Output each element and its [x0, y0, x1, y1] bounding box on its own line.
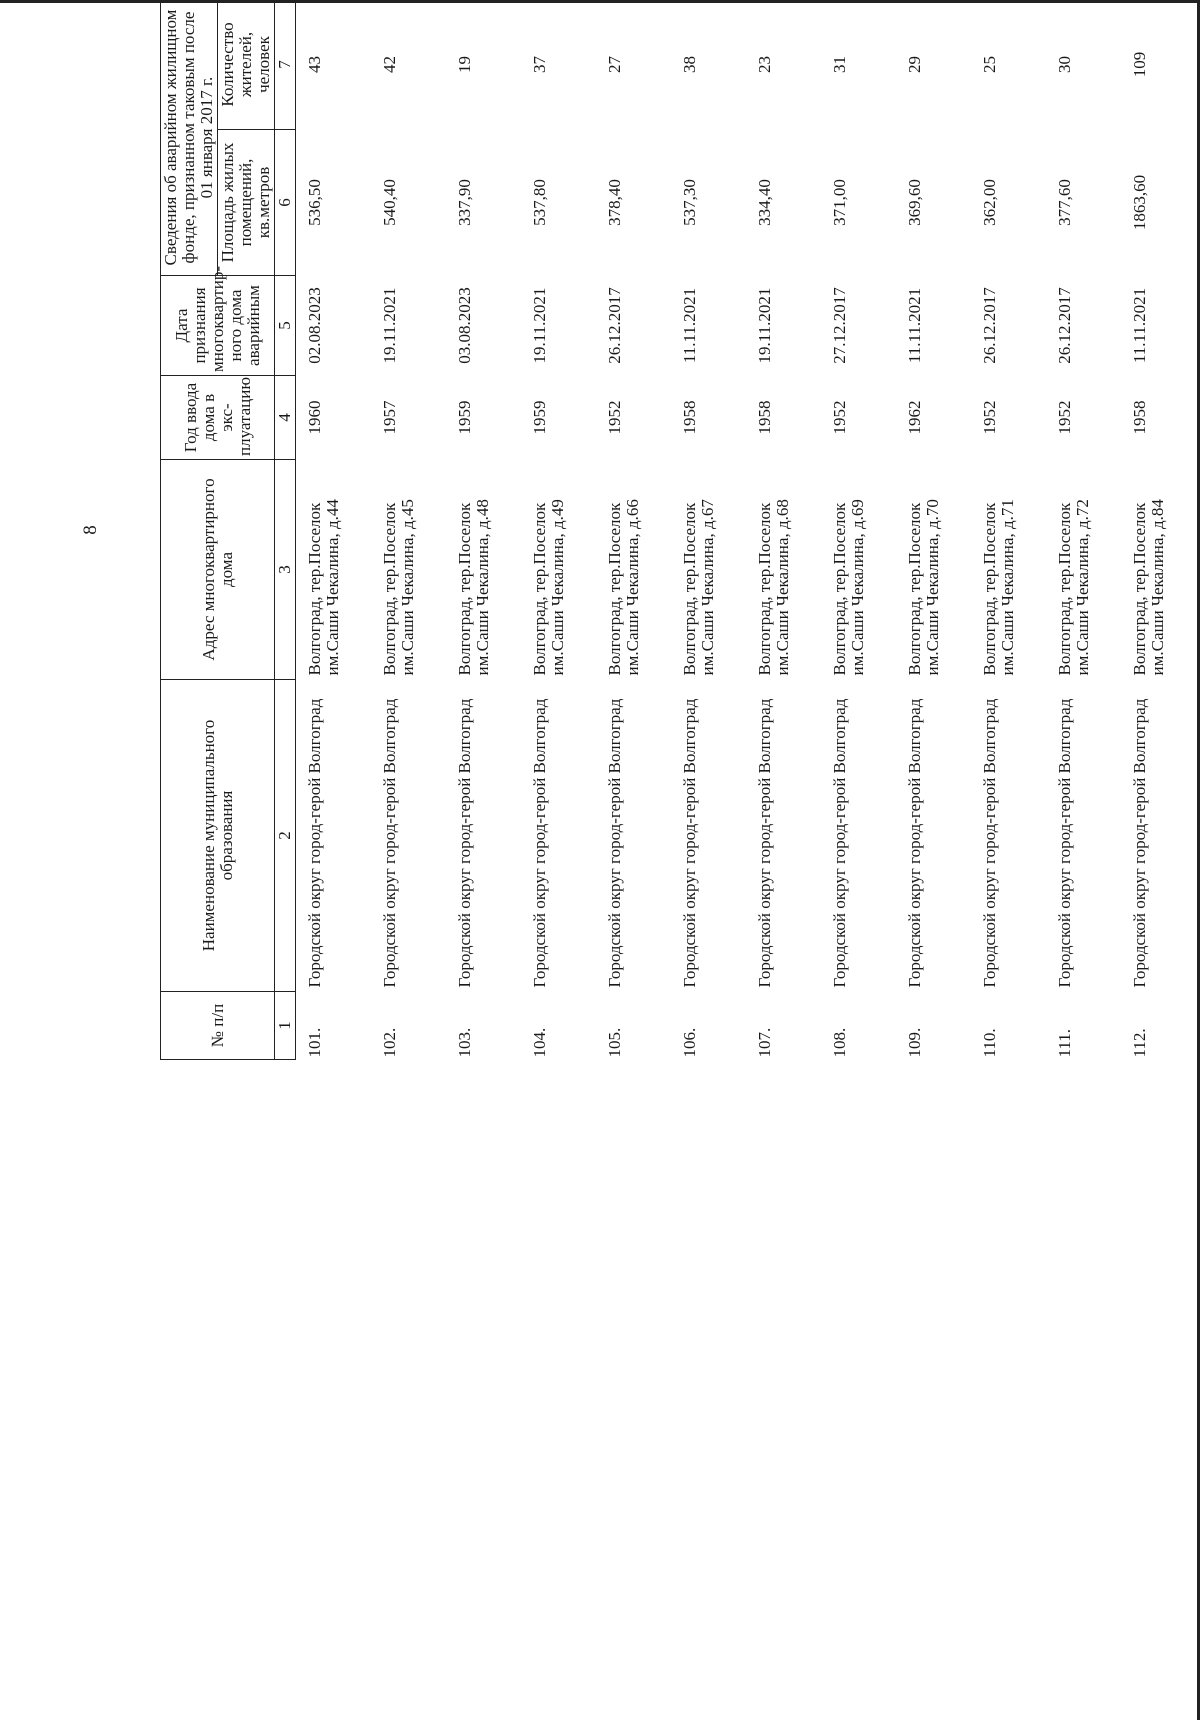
cell-date: 27.12.2017: [830, 287, 849, 364]
cell-municipality: Городской округ город-герой Волгоград: [305, 698, 324, 988]
header-people: Количество жителей, человек: [218, 0, 275, 130]
cell-year: 1952: [830, 400, 849, 435]
cell-address: Волгоград, тер.Поселок им.Саши Чекалина, д.72: [1055, 499, 1092, 676]
page-number: 8: [80, 525, 101, 535]
cell-municipality: Городской округ город-герой Волгоград: [680, 698, 699, 988]
cell-date: 19.11.2021: [755, 287, 774, 364]
cell-date: 26.12.2017: [980, 287, 999, 364]
cell-people: 109: [1130, 51, 1149, 78]
cell-address: Волгоград, тер.Поселок им.Саши Чекалина, д.68: [755, 499, 792, 676]
cell-municipality: Городской округ город-герой Волгоград: [380, 698, 399, 988]
header-address: Адрес многоквартирного дома: [161, 460, 275, 680]
cell-address: Волгоград, тер.Поселок им.Саши Чекалина, д.45: [380, 499, 417, 676]
document-sheet: [80, 0, 1167, 1060]
cell-area: 377,60: [1055, 179, 1074, 226]
cell-year: 1962: [905, 400, 924, 435]
cell-date: 26.12.2017: [1055, 287, 1074, 364]
cell-date: 02.08.2023: [305, 287, 324, 364]
cell-num: 109.: [905, 1027, 924, 1058]
cell-people: 25: [980, 56, 999, 73]
table-body: [296, 0, 1200, 1060]
emergency-housing-table: [160, 0, 1200, 1060]
table-row: [1127, 0, 1200, 1060]
table-header: [161, 0, 296, 1060]
cell-area: 371,00: [830, 179, 849, 226]
cell-people: 27: [605, 56, 624, 73]
column-number: 3: [275, 460, 296, 680]
cell-address: Волгоград, тер.Поселок им.Саши Чекалина, д.67: [680, 499, 717, 676]
cell-num: 106.: [680, 1027, 699, 1058]
cell-num: 111.: [1055, 1029, 1074, 1058]
table-row: [752, 0, 827, 1060]
cell-year: 1952: [1055, 400, 1074, 435]
column-number: 1: [275, 992, 296, 1060]
cell-area: 1863,60: [1130, 174, 1149, 231]
cell-people: 38: [680, 56, 699, 73]
cell-year: 1958: [680, 400, 699, 435]
table-row: [452, 0, 527, 1060]
table-row: [977, 0, 1052, 1060]
table-row: [1052, 0, 1127, 1060]
cell-num: 103.: [455, 1027, 474, 1058]
cell-num: 107.: [755, 1027, 774, 1058]
header-area: Площадь жилых помещений, кв.метров: [218, 130, 275, 276]
cell-date: 19.11.2021: [380, 287, 399, 364]
cell-municipality: Городской округ город-герой Волгоград: [1055, 698, 1074, 988]
cell-area: 334,40: [755, 179, 774, 226]
cell-num: 112.: [1130, 1028, 1149, 1058]
cell-year: 1958: [755, 400, 774, 435]
cell-year: 1952: [980, 400, 999, 435]
cell-people: 42: [380, 56, 399, 73]
cell-municipality: Городской округ город-герой Волгоград: [830, 698, 849, 988]
cell-date: 03.08.2023: [455, 287, 474, 364]
table-row: [527, 0, 602, 1060]
cell-people: 23: [755, 56, 774, 73]
cell-area: 362,00: [980, 179, 999, 226]
cell-municipality: Городской округ город-герой Волгоград: [1130, 698, 1149, 988]
cell-num: 108.: [830, 1027, 849, 1058]
table-row: [827, 0, 902, 1060]
cell-municipality: Городской округ город-герой Волгоград: [905, 698, 924, 988]
cell-address: Волгоград, тер.Поселок им.Саши Чекалина, д.48: [455, 499, 492, 676]
table-row: [602, 0, 677, 1060]
cell-municipality: Городской округ город-герой Волгоград: [530, 698, 549, 988]
cell-people: 37: [530, 56, 549, 73]
cell-date: 19.11.2021: [530, 287, 549, 364]
cell-area: 369,60: [905, 179, 924, 226]
cell-year: 1959: [530, 400, 549, 435]
cell-date: 11.11.2021: [1130, 287, 1149, 364]
header-date: Дата признания многоквартир-ного дома аварийным: [161, 276, 275, 376]
cell-area: 537,80: [530, 179, 549, 226]
cell-municipality: Городской округ город-герой Волгоград: [980, 698, 999, 988]
cell-year: 1960: [305, 400, 324, 435]
table-row: [902, 0, 977, 1060]
cell-year: 1958: [1130, 400, 1149, 435]
header-municipality: Наименование муниципального образования: [161, 680, 275, 992]
cell-area: 537,30: [680, 179, 699, 226]
column-number: 7: [275, 0, 296, 130]
cell-year: 1957: [380, 400, 399, 435]
cell-area: 540,40: [380, 179, 399, 226]
cell-num: 104.: [530, 1027, 549, 1058]
cell-address: Волгоград, тер.Поселок им.Саши Чекалина, д.49: [530, 499, 567, 676]
cell-people: 31: [830, 56, 849, 73]
cell-people: 30: [1055, 56, 1074, 73]
cell-address: Волгоград, тер.Поселок им.Саши Чекалина, д.69: [830, 499, 867, 676]
cell-year: 1952: [605, 400, 624, 435]
header-year: Год ввода дома в экс-плуатацию: [161, 376, 275, 460]
header-info-group: Сведения об аварийном жилищном фонде, признанном таковым после 01 января 2017 г.: [161, 0, 218, 276]
cell-people: 43: [305, 56, 324, 73]
column-number-row: [275, 0, 296, 1060]
cell-num: 110.: [980, 1028, 999, 1058]
cell-num: 102.: [380, 1027, 399, 1058]
cell-address: Волгоград, тер.Поселок им.Саши Чекалина, д.84: [1130, 499, 1167, 676]
column-number: 4: [275, 376, 296, 460]
table-row: [677, 0, 752, 1060]
cell-num: 105.: [605, 1027, 624, 1058]
cell-municipality: Городской округ город-герой Волгоград: [605, 698, 624, 988]
cell-municipality: Городской округ город-герой Волгоград: [755, 698, 774, 988]
cell-address: Волгоград, тер.Поселок им.Саши Чекалина, д.66: [605, 499, 642, 676]
cell-num: 101.: [305, 1027, 324, 1058]
cell-date: 11.11.2021: [905, 287, 924, 364]
column-number: 5: [275, 276, 296, 376]
table-row: [377, 0, 452, 1060]
cell-people: 19: [455, 56, 474, 73]
cell-date: 26.12.2017: [605, 287, 624, 364]
cell-address: Волгоград, тер.Поселок им.Саши Чекалина, д.71: [980, 499, 1017, 676]
column-number: 2: [275, 680, 296, 992]
cell-area: 378,40: [605, 179, 624, 226]
table-row: [296, 0, 378, 1060]
column-number: 6: [275, 130, 296, 276]
cell-address: Волгоград, тер.Поселок им.Саши Чекалина, д.70: [905, 499, 942, 676]
cell-address: Волгоград, тер.Поселок им.Саши Чекалина, д.44: [305, 499, 342, 676]
cell-area: 337,90: [455, 179, 474, 226]
cell-date: 11.11.2021: [680, 287, 699, 364]
cell-people: 29: [905, 56, 924, 73]
cell-area: 536,50: [305, 179, 324, 226]
header-num: № п/п: [161, 992, 275, 1060]
cell-municipality: Городской округ город-герой Волгоград: [455, 698, 474, 988]
cell-year: 1959: [455, 400, 474, 435]
